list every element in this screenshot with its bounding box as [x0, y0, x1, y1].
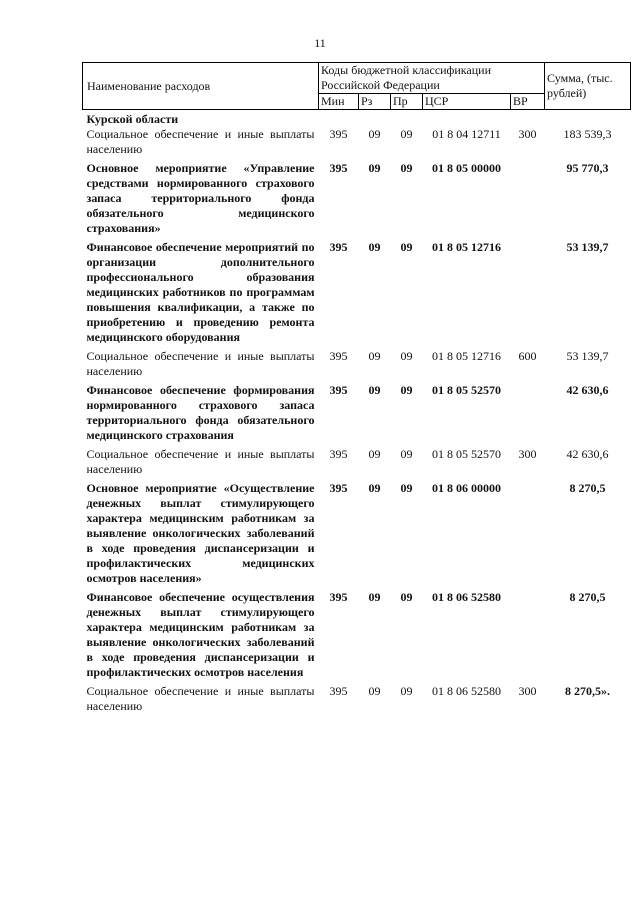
row-rz: 09	[368, 684, 381, 698]
table-row	[83, 447, 631, 481]
row-pr: 09	[400, 590, 413, 604]
row-pr: 09	[400, 684, 413, 698]
row-name: Социальное обеспечение и иные выплаты населению	[86, 684, 315, 713]
row-vr	[511, 240, 545, 349]
row-sum: 183 539,3	[563, 127, 612, 141]
row-pr: 09	[400, 349, 413, 363]
row-vr	[511, 590, 545, 684]
row-sum: 53 139,7	[566, 240, 609, 254]
row-pr: 09	[400, 161, 413, 175]
row-vr	[511, 161, 545, 240]
row-min: 395	[329, 161, 348, 175]
table-row	[83, 590, 631, 684]
row-rz: 09	[368, 481, 381, 495]
row-vr: 300	[518, 127, 537, 141]
region-heading: Курской области	[86, 112, 179, 126]
row-sum: 8 270,5	[569, 590, 606, 604]
row-min: 395	[329, 127, 348, 141]
row-sum: 8 270,5	[569, 481, 606, 495]
row-min: 395	[329, 383, 348, 397]
header-vr: ВР	[511, 94, 545, 110]
header-rz: Рз	[359, 94, 391, 110]
row-sum: 53 139,7	[566, 349, 609, 363]
row-min: 395	[329, 481, 348, 495]
row-min: 395	[329, 349, 348, 363]
row-csr: 01 8 05 12716	[432, 240, 501, 254]
table-row	[83, 349, 631, 383]
table-row	[83, 684, 631, 718]
row-csr: 01 8 05 12716	[432, 349, 501, 363]
table-row	[83, 383, 631, 447]
row-rz: 09	[368, 349, 381, 363]
row-pr: 09	[400, 481, 413, 495]
row-name: Финансовое обеспечение мероприятий по организации дополнительного профессионального образования медицинских работников по программам повышения квалификации, а также по приобретению и проведению ремонта медицинского оборудования	[86, 240, 315, 344]
row-pr: 09	[400, 240, 413, 254]
row-csr: 01 8 05 00000	[432, 161, 501, 175]
row-name: Финансовое обеспечение формирования нормированного страхового запаса территориального фонда обязательного медицинского страхования	[86, 383, 315, 442]
header-codes: Коды бюджетной классификации Российской Федерации	[319, 63, 545, 94]
row-rz: 09	[368, 240, 381, 254]
row-min: 395	[329, 684, 348, 698]
header-pr: Пр	[391, 94, 423, 110]
row-min: 395	[329, 447, 348, 461]
row-sum: 42 630,6	[566, 447, 609, 461]
row-sum: 95 770,3	[566, 161, 609, 175]
row-min: 395	[329, 590, 348, 604]
row-pr: 09	[400, 383, 413, 397]
header-min: Мин	[319, 94, 359, 110]
budget-table	[82, 62, 631, 718]
row-sum: 8 270,5».	[565, 684, 611, 698]
row-rz: 09	[368, 161, 381, 175]
table-row	[83, 481, 631, 590]
row-csr: 01 8 05 52570	[432, 383, 501, 397]
header-name: Наименование расходов	[83, 63, 319, 110]
row-name: Социальное обеспечение и иные выплаты населению	[86, 127, 315, 156]
row-name: Основное мероприятие «Осуществление денежных выплат стимулирующего характера медицинским работникам за выявление онкологических заболеваний в ходе проведения диспансеризации и профилактических медицинских осмотров населения»	[86, 481, 315, 585]
row-rz: 09	[368, 447, 381, 461]
row-vr: 300	[518, 684, 537, 698]
table-row	[83, 127, 631, 161]
row-vr	[511, 383, 545, 447]
row-vr	[511, 481, 545, 590]
row-sum: 42 630,6	[566, 383, 609, 397]
row-name: Социальное обеспечение и иные выплаты населению	[86, 349, 315, 378]
row-name: Основное мероприятие «Управление средствами нормированного страхового запаса территориального фонда обязательного медицинского страхования»	[86, 161, 315, 235]
header-sum: Сумма, (тыс. рублей)	[545, 63, 631, 110]
row-vr: 300	[518, 447, 537, 461]
row-pr: 09	[400, 127, 413, 141]
row-min: 395	[329, 240, 348, 254]
row-csr: 01 8 06 00000	[432, 481, 501, 495]
header-csr: ЦСР	[423, 94, 511, 110]
row-rz: 09	[368, 590, 381, 604]
table-row	[83, 161, 631, 240]
table-row	[83, 240, 631, 349]
page-number: 11	[314, 36, 326, 50]
row-name: Социальное обеспечение и иные выплаты населению	[86, 447, 315, 476]
row-vr: 600	[518, 349, 537, 363]
row-rz: 09	[368, 127, 381, 141]
row-rz: 09	[368, 383, 381, 397]
row-name: Финансовое обеспечение осуществления денежных выплат стимулирующего характера медицинским работникам за выявление онкологических заболеваний в ходе проведения диспансеризации и профилактических осмотров населения	[86, 590, 315, 679]
row-csr: 01 8 06 52580	[432, 684, 501, 698]
row-pr: 09	[400, 447, 413, 461]
row-csr: 01 8 06 52580	[432, 590, 501, 604]
row-csr: 01 8 04 12711	[432, 127, 501, 141]
row-csr: 01 8 05 52570	[432, 447, 501, 461]
